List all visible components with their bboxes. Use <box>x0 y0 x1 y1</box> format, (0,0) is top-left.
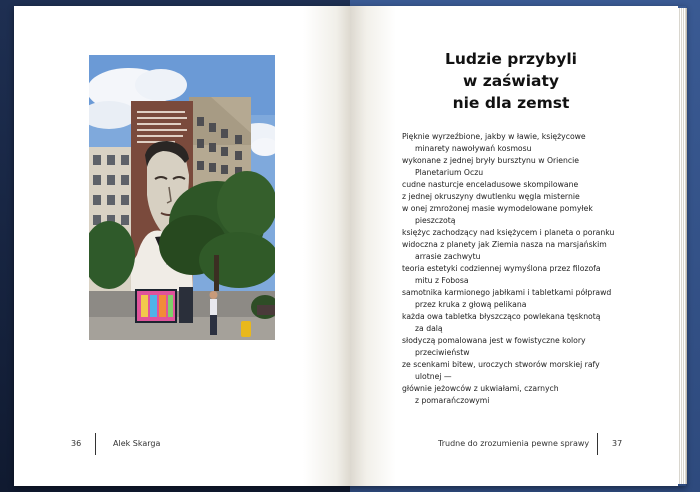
poem-body <box>402 131 657 407</box>
poem-line: samotnika karmionego jabłkami i tabletkami półprawd <box>402 288 612 297</box>
poem-line: minarety nawoływań kosmosu <box>415 144 532 153</box>
poem-line: za dalą <box>415 324 443 333</box>
poem-line: przez kruka z głową pelikana <box>415 300 527 309</box>
poem-line: cudne nasturcje enceladusowe skompilowane <box>402 180 579 189</box>
poem-line: w onej zmrożonej masie wymodelowane pomyłek <box>402 204 593 213</box>
poem-line: pieszczotą <box>415 216 456 225</box>
left-running-head: Alek Skarga <box>113 439 161 448</box>
poem-line: mitu z Fobosa <box>415 276 469 285</box>
poem-line: Pięknie wyrzeźbione, jakby w ławie, księżycowe <box>402 132 586 141</box>
poem-line: ulotnej — <box>415 372 452 381</box>
right-running-head: Trudne do zrozumienia pewne sprawy <box>438 439 590 448</box>
page-edges <box>678 8 687 484</box>
poem-line: słodyczą pomalowana jest w fowistyczne kolory <box>402 336 586 345</box>
poem-line: arrasie zachwytu <box>415 252 481 261</box>
left-footer-rule <box>95 433 96 455</box>
poem-line: wykonane z jednej bryły bursztynu w Oriencie <box>402 156 579 165</box>
poem-title-line: w zaświaty <box>462 72 560 90</box>
left-page-number: 36 <box>71 439 82 448</box>
right-footer-rule <box>597 433 598 455</box>
poem-title <box>356 48 666 114</box>
mural-photo <box>89 55 275 340</box>
poem-title-line: nie dla zemst <box>452 94 570 112</box>
poem-line: teoria estetyki codziennej wymyślona przez filozofa <box>402 264 601 273</box>
poem-line: każda owa tabletka błyszcząco powlekana tęsknotą <box>402 312 601 321</box>
poem-line: z jednej okruszyny dwutlenku węgla misternie <box>402 192 580 201</box>
poem-line: z pomarańczowymi <box>415 396 490 405</box>
poem-line: przeciwieństw <box>415 348 470 357</box>
poem-line: ze scenkami bitew, uroczych stworów morskiej rafy <box>402 360 600 369</box>
left-page[interactable] <box>14 6 350 486</box>
poem-title-line: Ludzie przybyli <box>445 50 577 68</box>
poem-line: księżyc zachodzący nad księżycem i planeta o poranku <box>402 228 615 237</box>
right-page-number: 37 <box>612 439 623 448</box>
poem-line: Planetarium Oczu <box>415 168 484 177</box>
poem-line: widoczna z planety jak Ziemia nasza na marsjańskim <box>402 240 607 249</box>
poem-line: głównie jeżowców z ukwiałami, czarnych <box>402 384 559 393</box>
